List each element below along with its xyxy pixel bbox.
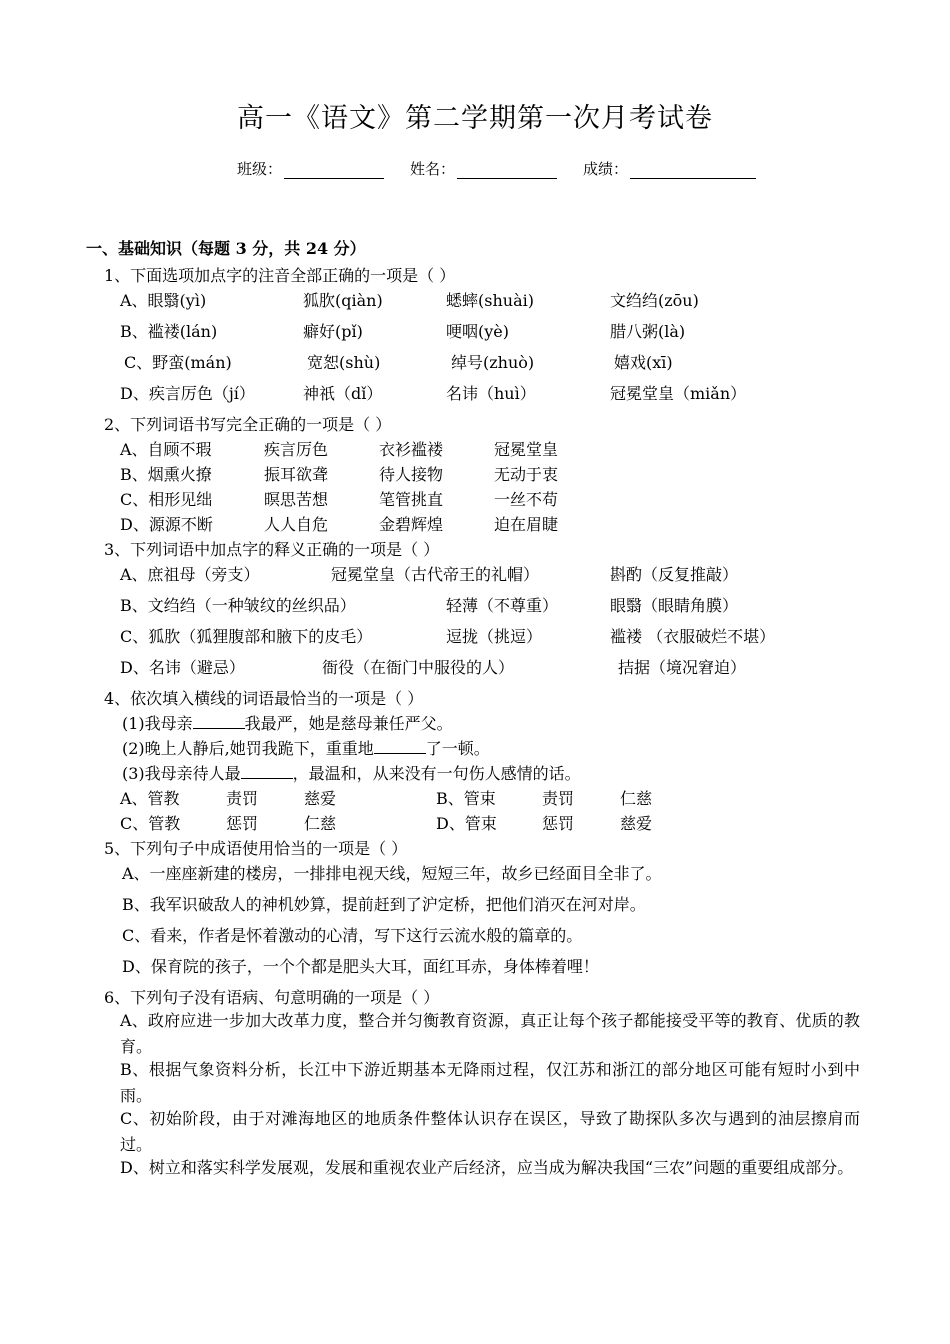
- q1-option-a-1: A、眼翳(yì): [120, 291, 207, 310]
- q4-option-d-2: 惩罚: [542, 814, 575, 833]
- q4-option-b-2: 责罚: [542, 789, 575, 808]
- q1-option-b-4: 腊八粥(là): [610, 322, 686, 341]
- exam-title: 高一《语文》第二学期第一次月考试卷: [237, 103, 713, 134]
- q4-sentence-2-part-a: (2)晚上人静后,她罚我跪下，重重地: [122, 739, 374, 758]
- q1-option-c-4: 嬉戏(xī): [614, 353, 673, 372]
- q4-option-c-2: 惩罚: [226, 814, 259, 833]
- q1-option-d-1: D、疾言厉色（jí）: [120, 384, 255, 403]
- q1-option-c-1: C、野蛮(mán): [124, 353, 232, 372]
- section-heading: 一、基础知识（每题 3 分，共 24 分）: [86, 239, 366, 258]
- question-2-stem: 2、下列词语书写完全正确的一项是（ ）: [104, 415, 392, 434]
- q6-option-a: A、政府应进一步加大改革力度，整合并匀衡教育资源，真正让每个孩子都能接受平等的教育、优质的教育。: [120, 1011, 860, 1056]
- q4-option-d-3: 慈爱: [620, 814, 653, 833]
- q6-option-c: C、初始阶段，由于对滩海地区的地质条件整体认识存在误区，导致了勘探队多次与遇到的油层擦肩而过。: [120, 1109, 860, 1154]
- q2-option-c-2: 暝思苦想: [264, 490, 329, 509]
- q4-sentence-3: [122, 761, 581, 784]
- q2-option-b-4: 无动于衷: [494, 465, 559, 484]
- q3-option-a-2: 冠冕堂皇（古代帝王的礼帽）: [331, 565, 540, 584]
- q1-option-a-4: 文绉绉(zōu): [610, 291, 699, 310]
- q5-option-a: A、一座座新建的楼房，一排排电视天线，短短三年，故乡已经面目全非了。: [122, 864, 662, 883]
- q4-option-a-3: 慈爱: [304, 789, 337, 808]
- q2-option-b-2: 振耳欲聋: [264, 465, 329, 484]
- q1-option-d-2: 神祇（dǐ）: [303, 384, 383, 403]
- q2-option-a-1: A、自顾不瑕: [120, 440, 212, 459]
- question-6-stem: 6、下列句子没有语病、句意明确的一项是（ ）: [104, 988, 440, 1007]
- q2-option-b-3: 待人接物: [379, 465, 444, 484]
- q4-sentence-1-part-a: (1)我母亲: [122, 714, 193, 733]
- q1-option-a-2: 狐肷(qiàn): [303, 291, 383, 310]
- q2-option-d-4: 迫在眉睫: [494, 515, 559, 534]
- question-5-stem: 5、下列句子中成语使用恰当的一项是（ ）: [104, 839, 408, 858]
- score-field: [583, 158, 756, 179]
- question-3-stem: 3、下列词语中加点字的释义正确的一项是（ ）: [104, 540, 440, 559]
- q5-option-b: B、我军识破敌人的神机妙算，提前赶到了沪定桥，把他们消灭在河对岸。: [122, 895, 646, 914]
- q1-option-b-3: 哽咽(yè): [446, 322, 509, 341]
- q1-option-d-4: 冠冕堂皇（miǎn）: [610, 384, 747, 403]
- q2-option-a-2: 疾言厉色: [264, 440, 329, 459]
- q4-sentence-3-part-a: (3)我母亲待人最: [122, 764, 241, 783]
- q3-option-c-1: C、狐肷（狐狸腹部和腋下的皮毛）: [120, 627, 373, 646]
- q2-option-c-1: C、相形见绌: [120, 490, 213, 509]
- q2-option-d-1: D、源源不断: [120, 515, 213, 534]
- q6-option-d: D、树立和落实科学发展观，发展和重视农业产后经济，应当成为解决我国“三农”问题的重要组成部分。: [120, 1158, 854, 1177]
- q3-option-d-1: D、名讳（避忌）: [120, 658, 245, 677]
- score-blank[interactable]: [630, 162, 756, 179]
- q4-option-a-1: A、管教: [120, 789, 180, 808]
- name-blank[interactable]: [457, 162, 557, 179]
- question-1-stem: 1、下面选项加点字的注音全部正确的一项是（ ）: [104, 266, 456, 285]
- q1-option-b-1: B、褴褛(lán): [120, 322, 218, 341]
- q4-option-c-1: C、管教: [120, 814, 181, 833]
- q2-option-d-3: 金碧辉煌: [379, 515, 444, 534]
- q3-option-d-2: 衙役（在衙门中服役的人）: [322, 658, 515, 677]
- q1-option-c-2: 宽恕(shù): [307, 353, 381, 372]
- q2-option-d-2: 人人自危: [264, 515, 329, 534]
- question-4-stem: 4、依次填入横线的词语最恰当的一项是（ ）: [104, 689, 424, 708]
- q2-option-b-1: B、烟熏火撩: [120, 465, 212, 484]
- q1-option-a-3: 蟋蟀(shuài): [446, 291, 534, 310]
- q2-option-a-3: 衣衫褴褛: [379, 440, 444, 459]
- q4-sentence-2-part-b: 了一顿。: [425, 739, 490, 758]
- q3-option-a-3: 斟酌（反复推敲）: [610, 565, 739, 584]
- q1-option-b-2: 癖好(pǐ): [303, 322, 363, 341]
- q2-option-a-4: 冠冕堂皇: [494, 440, 559, 459]
- q4-sentence-1-part-b: 我最严，她是慈母兼任严父。: [244, 714, 453, 733]
- class-field: [237, 158, 384, 179]
- q2-option-c-3: 笔管挑直: [379, 490, 444, 509]
- q3-option-b-3: 眼翳（眼睛角膜）: [610, 596, 739, 615]
- q3-option-c-3: 褴褛 （衣服破烂不堪）: [610, 627, 776, 646]
- q4-option-d-1: D、管束: [436, 814, 497, 833]
- class-blank[interactable]: [284, 162, 384, 179]
- student-info-row: [237, 158, 782, 179]
- q1-option-d-3: 名讳（huì）: [446, 384, 536, 403]
- q4-sentence-2: [122, 736, 490, 759]
- q4-blank-1[interactable]: [193, 714, 245, 729]
- q3-option-b-1: B、文绉绉（一种皱纹的丝织品）: [120, 596, 356, 615]
- class-label: 班级：: [237, 160, 283, 178]
- q5-option-d: D、保育院的孩子，一个个都是肥头大耳，面红耳赤，身体棒着哩！: [122, 957, 599, 976]
- q3-option-a-1: A、庶祖母（旁支）: [120, 565, 260, 584]
- q3-option-c-2: 逗拢（挑逗）: [446, 627, 543, 646]
- q6-option-b: B、根据气象资料分析，长江中下游近期基本无降雨过程，仅江苏和浙江的部分地区可能有短时小到中雨。: [120, 1060, 860, 1105]
- name-field: [410, 158, 557, 179]
- q5-option-c: C、看来，作者是怀着激动的心清，写下这行云流水般的篇章的。: [122, 926, 583, 945]
- name-label: 姓名：: [410, 160, 456, 178]
- q3-option-d-3: 拮据（境况窘迫）: [618, 658, 747, 677]
- q4-blank-3[interactable]: [241, 764, 293, 779]
- q4-sentence-1: [122, 711, 453, 734]
- q4-option-a-2: 责罚: [226, 789, 259, 808]
- q1-option-c-3: 绰号(zhuò): [451, 353, 535, 372]
- score-label: 成绩：: [583, 160, 629, 178]
- q2-option-c-4: 一丝不苟: [494, 490, 559, 509]
- q4-option-b-1: B、管束: [436, 789, 496, 808]
- q4-option-b-3: 仁慈: [620, 789, 653, 808]
- q4-option-c-3: 仁慈: [304, 814, 337, 833]
- q3-option-b-2: 轻薄（不尊重）: [446, 596, 559, 615]
- q4-sentence-3-part-b: ，最温和，从来没有一句伤人感情的话。: [292, 764, 581, 783]
- q4-blank-2[interactable]: [374, 739, 426, 754]
